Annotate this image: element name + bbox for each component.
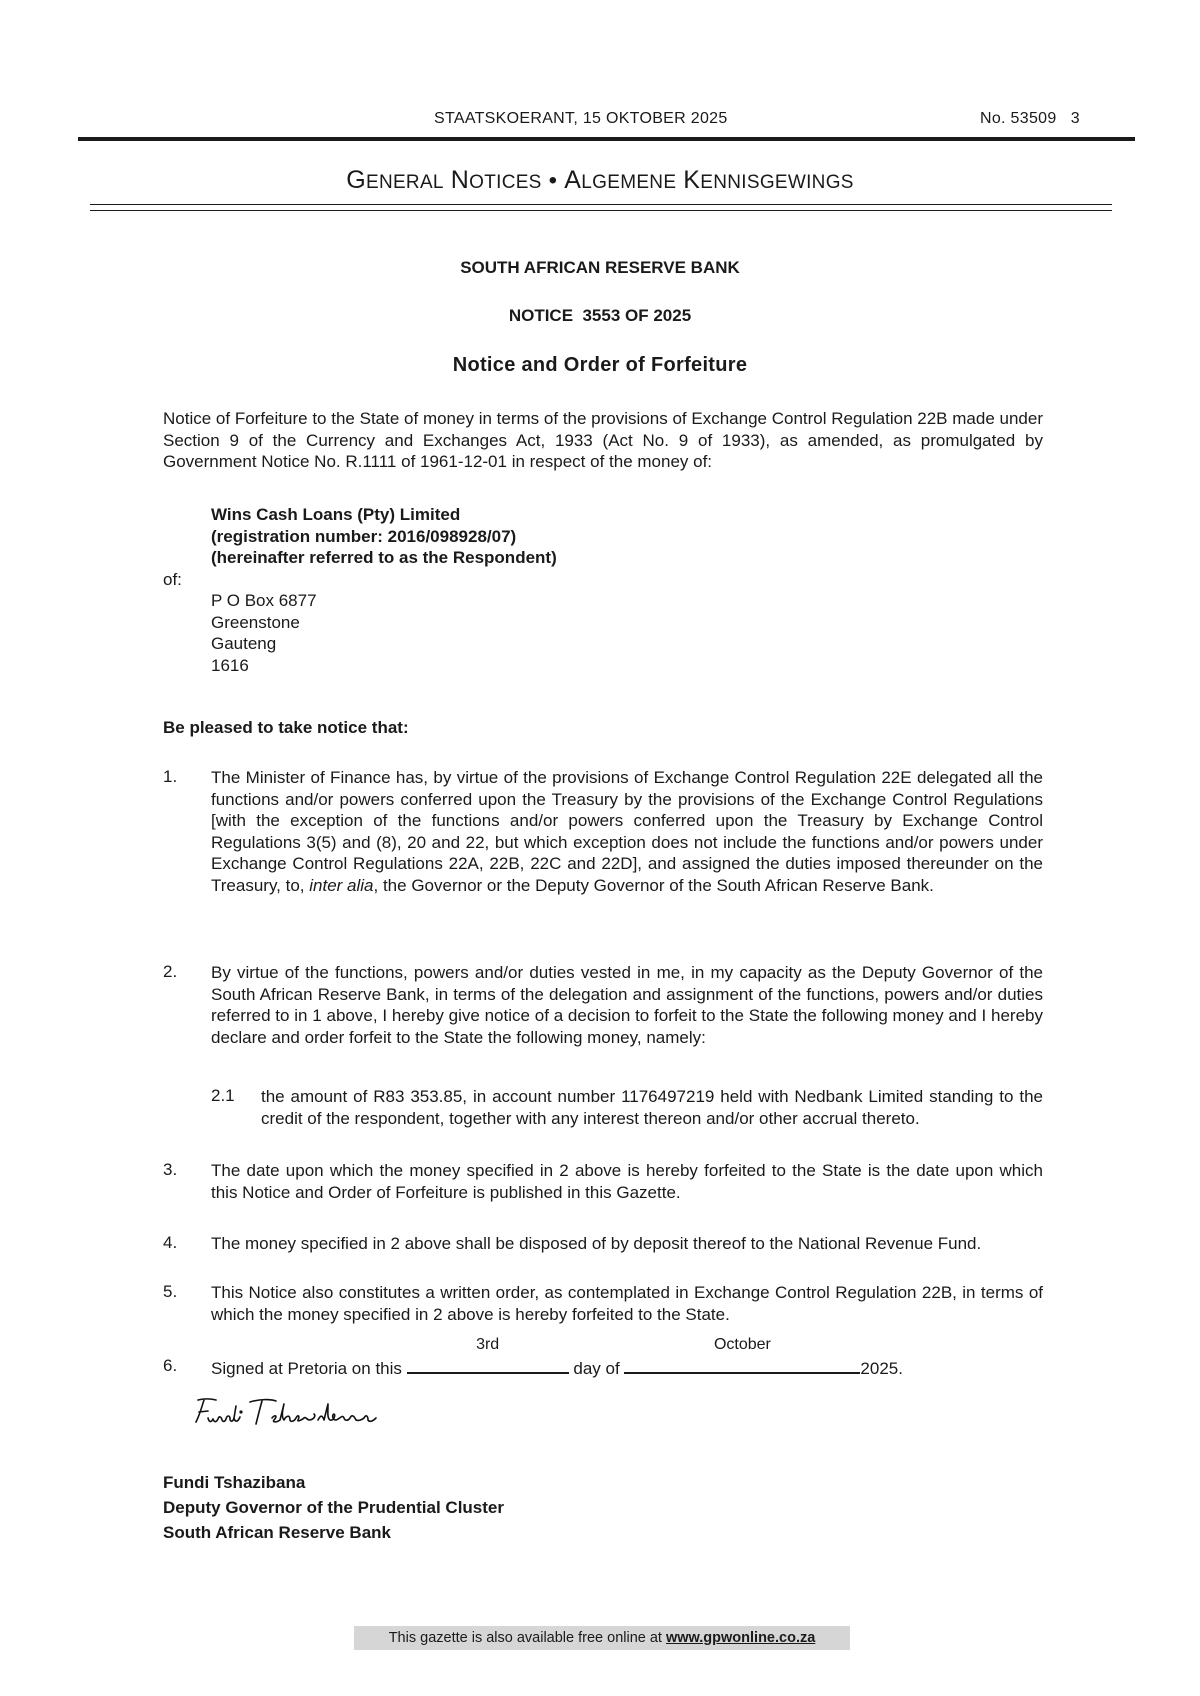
day-blank: [407, 1336, 569, 1374]
item-number: 6.: [163, 1356, 178, 1375]
day-value: 3rd: [476, 1336, 500, 1353]
title-double-rule: [90, 204, 1112, 211]
title-word1-rest: ENERAL: [365, 172, 444, 193]
signed-line: [211, 1336, 903, 1379]
title-word2-cap: N: [450, 166, 470, 194]
gazette-title: STAATSKOERANT, 15 OKTOBER 2025: [434, 110, 728, 127]
header-rule: [78, 137, 1135, 141]
item-1-text-italic: inter alia: [309, 875, 374, 895]
title-word3-rest: LGEMENE: [581, 172, 677, 193]
item-number: 3.: [163, 1160, 178, 1179]
respondent-referred-as: (hereinafter referred to as the Respondent): [211, 548, 557, 567]
respondent-name: Wins Cash Loans (Pty) Limited: [211, 505, 461, 524]
item-1-text-b: , the Governor or the Deputy Governor of the South African Reserve Bank.: [373, 875, 934, 895]
item-3-text: The date upon which the money specified in 2 above is hereby forfeited to the State is the date upon which this Notice and Order of Forfeiture is published in this Gazette.: [211, 1161, 1043, 1202]
item-1-text: [211, 767, 1043, 896]
notice-intro: Notice of Forfeiture to the State of money in terms of the provisions of Exchange Control Regulation 22B made under Section 9 of the Currency and Exchanges Act, 1933 (Act No. 9 of 1933), as amended, as promulgated by Government Notice No. R.1111 of 1961-12-01 in respect of the money of:: [163, 409, 1043, 471]
issue-number: No. 53509 3: [980, 110, 1080, 127]
section-title: [0, 166, 1200, 195]
respondent-block: [211, 504, 557, 569]
signed-prefix: Signed at Pretoria on this: [211, 1359, 402, 1378]
respondent-registration: (registration number: 2016/098928/07): [211, 526, 517, 546]
respondent-address: [211, 590, 317, 676]
address-line: Gauteng: [211, 634, 277, 653]
signature-image: [190, 1394, 410, 1434]
month-blank: [624, 1336, 860, 1374]
item-2-1-text: the amount of R83 353.85, in account number 1176497219 held with Nedbank Limited standing to the credit of the respondent, together with any interest thereon and/or other accrual thereto.: [261, 1087, 1043, 1128]
title-word4-cap: K: [683, 166, 701, 194]
footer-text: This gazette is also available free online at: [388, 1630, 662, 1646]
notice-number: NOTICE 3553 OF 2025: [508, 306, 692, 325]
item-1-text-a: The Minister of Finance has, by virtue of the provisions of Exchange Control Regulation 22E delegated all the functions and/or powers conferred upon the Treasury by the provisions of the Exchange Control Regulations [with the exception of the functions and/or powers conferred upon the Treasury by Exchange Control Regulations 3(5) and (8), 20 and 22, but which exception does not include the functions and/or powers under Exchange Control Regulations 22A, 22B, 22C and 22D], and assigned the duties imposed thereunder on the Treasury, to,: [211, 768, 1043, 895]
title-word1-cap: G: [346, 166, 366, 194]
address-line: Greenstone: [211, 612, 300, 632]
month-value: October: [713, 1336, 771, 1353]
item-5-text: This Notice also constitutes a written order, as contemplated in Exchange Control Regulation 22B, in terms of which the money specified in 2 above is hereby forfeited to the State.: [211, 1283, 1043, 1324]
item-number: 5.: [163, 1282, 178, 1301]
signer-name: Fundi Tshazibana: [163, 1473, 306, 1492]
notice-issuer: SOUTH AFRICAN RESERVE BANK: [460, 258, 740, 277]
item-number: 2.: [163, 962, 178, 981]
address-line: 1616: [211, 655, 249, 675]
title-word2-rest: OTICES: [469, 172, 542, 193]
signed-middle: day of: [573, 1359, 620, 1378]
take-notice-heading: Be pleased to take notice that:: [163, 718, 409, 737]
item-2-text: By virtue of the functions, powers and/or duties vested in me, in my capacity as the Deputy Governor of the South African Reserve Bank, in terms of the delegation and assignment of the functions, powers and/or duties referred to in 1 above, I hereby give notice of a decision to forfeit to the State the following money and I hereby declare and order forfeit to the State the following money, namely:: [211, 963, 1043, 1047]
item-number: 2.1: [211, 1086, 235, 1105]
notice-title: Notice and Order of Forfeiture: [452, 354, 748, 376]
handwritten-signature: [190, 1394, 410, 1439]
title-word4-rest: ENNISGEWINGS: [700, 172, 854, 193]
address-line: P O Box 6877: [211, 591, 317, 610]
item-4-text: The money specified in 2 above shall be disposed of by deposit thereof to the National Revenue Fund.: [211, 1234, 982, 1253]
of-label: of:: [163, 570, 182, 589]
signer-title: Deputy Governor of the Prudential Cluster: [163, 1498, 504, 1517]
title-bullet: •: [548, 167, 558, 194]
signer-block: [163, 1470, 504, 1545]
item-number: 4.: [163, 1233, 178, 1252]
footer-url-link[interactable]: www.gpwonline.co.za: [665, 1630, 816, 1646]
item-number: 1.: [163, 767, 178, 786]
title-word3-cap: A: [564, 166, 582, 194]
signed-suffix: 2025.: [860, 1359, 903, 1378]
signer-org: South African Reserve Bank: [163, 1523, 391, 1542]
footer-banner: [354, 1626, 850, 1650]
